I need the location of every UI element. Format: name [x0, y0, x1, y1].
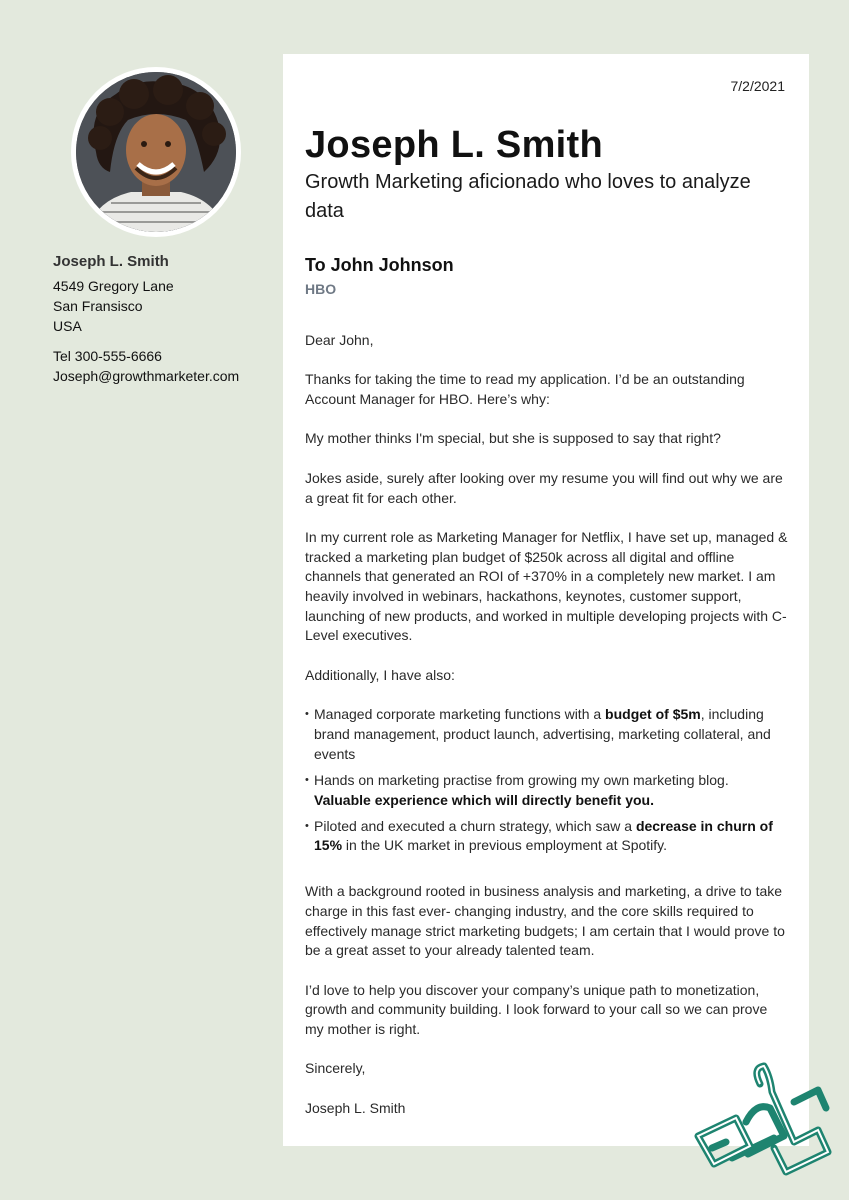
spacer [53, 336, 263, 346]
list-item [305, 705, 789, 764]
list-item [305, 771, 789, 810]
paragraph-4: In my current role as Marketing Manager for Netflix, I have set up, managed & tracked a marketing plan budget of $250k across all digital and offline channels that generated an ROI of +370% in a completely new market. I am heavily involved in webinars, hackathons, keynotes, customer support, launching of new products, and worked in multiple developing projects with C-Level executives. [305, 528, 788, 644]
sender-contact [53, 252, 263, 386]
paragraph-2: My mother thinks I'm special, but she is supposed to say that right? [305, 430, 721, 447]
bullet-text: in the UK market in previous employment at Spotify. [342, 837, 668, 854]
sender-phone: Tel 300-555-6666 [53, 348, 162, 364]
letter-body [305, 331, 789, 1138]
avatar [71, 67, 241, 237]
brand-logo-icon [690, 1062, 835, 1182]
sender-name: Joseph L. Smith [53, 253, 169, 270]
sender-address-line2: San Fransisco [53, 298, 143, 314]
letter-sheet [283, 54, 809, 1146]
paragraph-5: Additionally, I have also: [305, 666, 455, 683]
list-item [305, 817, 789, 856]
sender-address-line1: 4549 Gregory Lane [53, 278, 174, 294]
paragraph-6: With a background rooted in business analysis and marketing, a drive to take charge in this fast ever- changing industry, and the core skills required to effectively manage strict marketing budgets; I am certain that I would prove to be a great asset to your already talented team. [305, 883, 785, 959]
bullet-highlight: Valuable experience which will directly benefit you. [314, 791, 654, 808]
bullet-text: Hands on marketing practise from growing my own marketing blog. [314, 771, 729, 788]
achievements-list [305, 705, 789, 856]
bullet-highlight: decrease in churn of 15% [314, 817, 773, 854]
recipient-company: HBO [305, 281, 337, 297]
greeting: Dear John, [305, 332, 374, 348]
sender-country: USA [53, 318, 82, 334]
signature: Joseph L. Smith [305, 1099, 406, 1116]
profile-photo [76, 72, 236, 232]
paragraph-3: Jokes aside, surely after looking over my resume you will find out why we are a great fit for each other. [305, 469, 783, 506]
letter-date: 7/2/2021 [730, 78, 785, 94]
letter-title: Joseph L. Smith [305, 124, 603, 166]
bullet-text: , including brand management, product launch, advertising, marketing collateral, and events [314, 706, 771, 762]
paragraph-7: I’d love to help you discover your company’s unique path to monetization, growth and community building. I look forward to your call so we can prove my mother is right. [305, 981, 768, 1038]
bullet-highlight: budget of $5m [605, 706, 701, 723]
bullet-text: Managed corporate marketing functions with a [314, 706, 606, 723]
closing: Sincerely, [305, 1060, 366, 1077]
sender-email: Joseph@growthmarketer.com [53, 368, 240, 384]
avatar-photo-icon [76, 72, 236, 232]
recipient-name: To John Johnson [305, 255, 454, 275]
bullet-text: Piloted and executed a churn strategy, which saw a [314, 817, 636, 834]
tagline: Growth Marketing aficionado who loves to analyze data [305, 171, 751, 222]
paragraph-1: Thanks for taking the time to read my application. I’d be an outstanding Account Manager for HBO. Here’s why: [305, 371, 745, 408]
